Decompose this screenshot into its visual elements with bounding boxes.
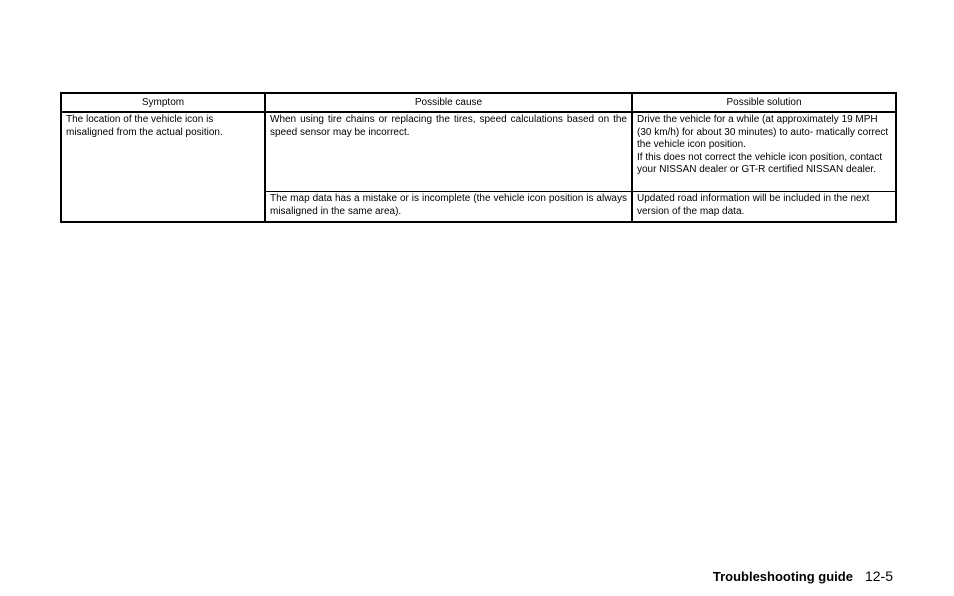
- solution-paragraph: If this does not correct the vehicle icon position, contact your NISSAN dealer or GT-R certified NISSAN dealer.: [637, 151, 883, 175]
- symptom-cell: The location of the vehicle icon is misaligned from the actual position.: [61, 112, 265, 222]
- cause-cell: When using tire chains or replacing the tires, speed calculations based on the speed sensor may be incorrect.: [265, 112, 632, 192]
- table-header-row: [61, 93, 896, 112]
- troubleshooting-table: [60, 92, 897, 223]
- header-possible-cause: Possible cause: [265, 93, 632, 112]
- solution-cell: [632, 112, 896, 192]
- header-possible-solution: Possible solution: [632, 93, 896, 112]
- table-row: [61, 112, 896, 192]
- footer-section-title: Troubleshooting guide: [712, 569, 853, 584]
- page-footer: [713, 567, 893, 586]
- page-number: 12-5: [864, 568, 893, 584]
- solution-paragraph: Drive the vehicle for a while (at approximately 19 MPH (30 km/h) for about 30 minutes) to auto- matically correct the vehicle icon position.: [637, 114, 889, 150]
- header-symptom: Symptom: [61, 93, 265, 112]
- cause-cell: The map data has a mistake or is incomplete (the vehicle icon position is always misaligned in the same area).: [265, 192, 632, 223]
- solution-cell: Updated road information will be included in the next version of the map data.: [632, 192, 896, 223]
